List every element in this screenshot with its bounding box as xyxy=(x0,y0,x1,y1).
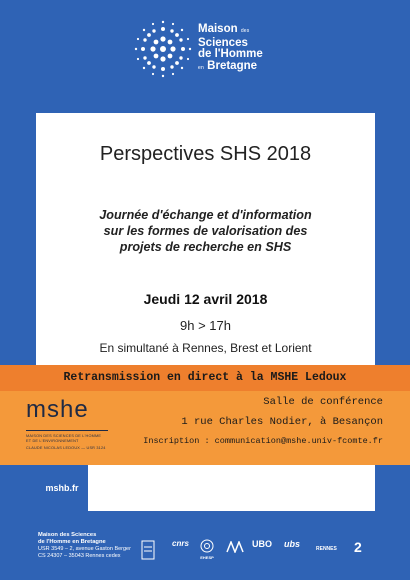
banner-room: Salle de conférence xyxy=(263,396,383,408)
event-places: En simultané à Rennes, Brest et Lorient xyxy=(99,341,312,355)
banner-address: 1 rue Charles Nodier, à Besançon xyxy=(181,416,383,428)
event-card xyxy=(36,113,375,365)
partner-emblem-icon xyxy=(226,541,244,553)
banner-details xyxy=(143,395,383,447)
university-crest-icon xyxy=(140,539,156,561)
mshe-rule xyxy=(26,430,108,431)
broadcast-banner xyxy=(0,365,410,465)
partner-ubs: ubs xyxy=(284,539,301,549)
ehesp-seal-icon xyxy=(200,539,214,553)
partner-cnrs: cnrs xyxy=(172,539,189,548)
banner-contact[interactable]: Inscription : communication@mshe.univ-fcomte.fr xyxy=(143,436,383,446)
event-time: 9h > 17h xyxy=(180,318,231,333)
event-date: Jeudi 12 avril 2018 xyxy=(143,291,268,307)
partner-rennes2: 2 xyxy=(354,539,362,555)
mshe-subtitle-2: CLAUDE NICOLAS LEDOUX — USR 3124 xyxy=(26,446,106,450)
website-link[interactable]: mshb.fr xyxy=(36,465,88,511)
logo-wordmark: Maison des Sciences de l'Homme en Bretagne xyxy=(198,23,263,72)
partner-ehesp: EHESP xyxy=(200,539,214,560)
dots-globe-icon xyxy=(134,20,192,78)
url-box xyxy=(36,465,375,511)
mshe-subtitle: MAISON DES SCIENCES DE L'HOMME ET DE L'ENVIRONNEMENT xyxy=(26,434,102,443)
partner-rennes: RENNES xyxy=(316,546,337,552)
partner-ubo: UBO xyxy=(252,539,272,549)
mshb-logo xyxy=(134,20,284,82)
mshe-logo xyxy=(26,398,146,458)
event-subtitle: Journée d'échange et d'information sur les formes de valorisation des projets de recherche en SHS xyxy=(99,208,312,254)
mshe-wordmark: mshe xyxy=(26,396,89,423)
banner-heading: Retransmission en direct à la MSHE Ledoux xyxy=(0,365,410,391)
event-title: Perspectives SHS 2018 xyxy=(99,143,312,165)
footer-address: Maison des Sciences de l'Homme en Bretagne USR 3549 – 2, avenue Gaston Berger CS 24307 – 35043 Rennes cedex xyxy=(38,532,131,559)
partner-logos xyxy=(140,539,380,563)
